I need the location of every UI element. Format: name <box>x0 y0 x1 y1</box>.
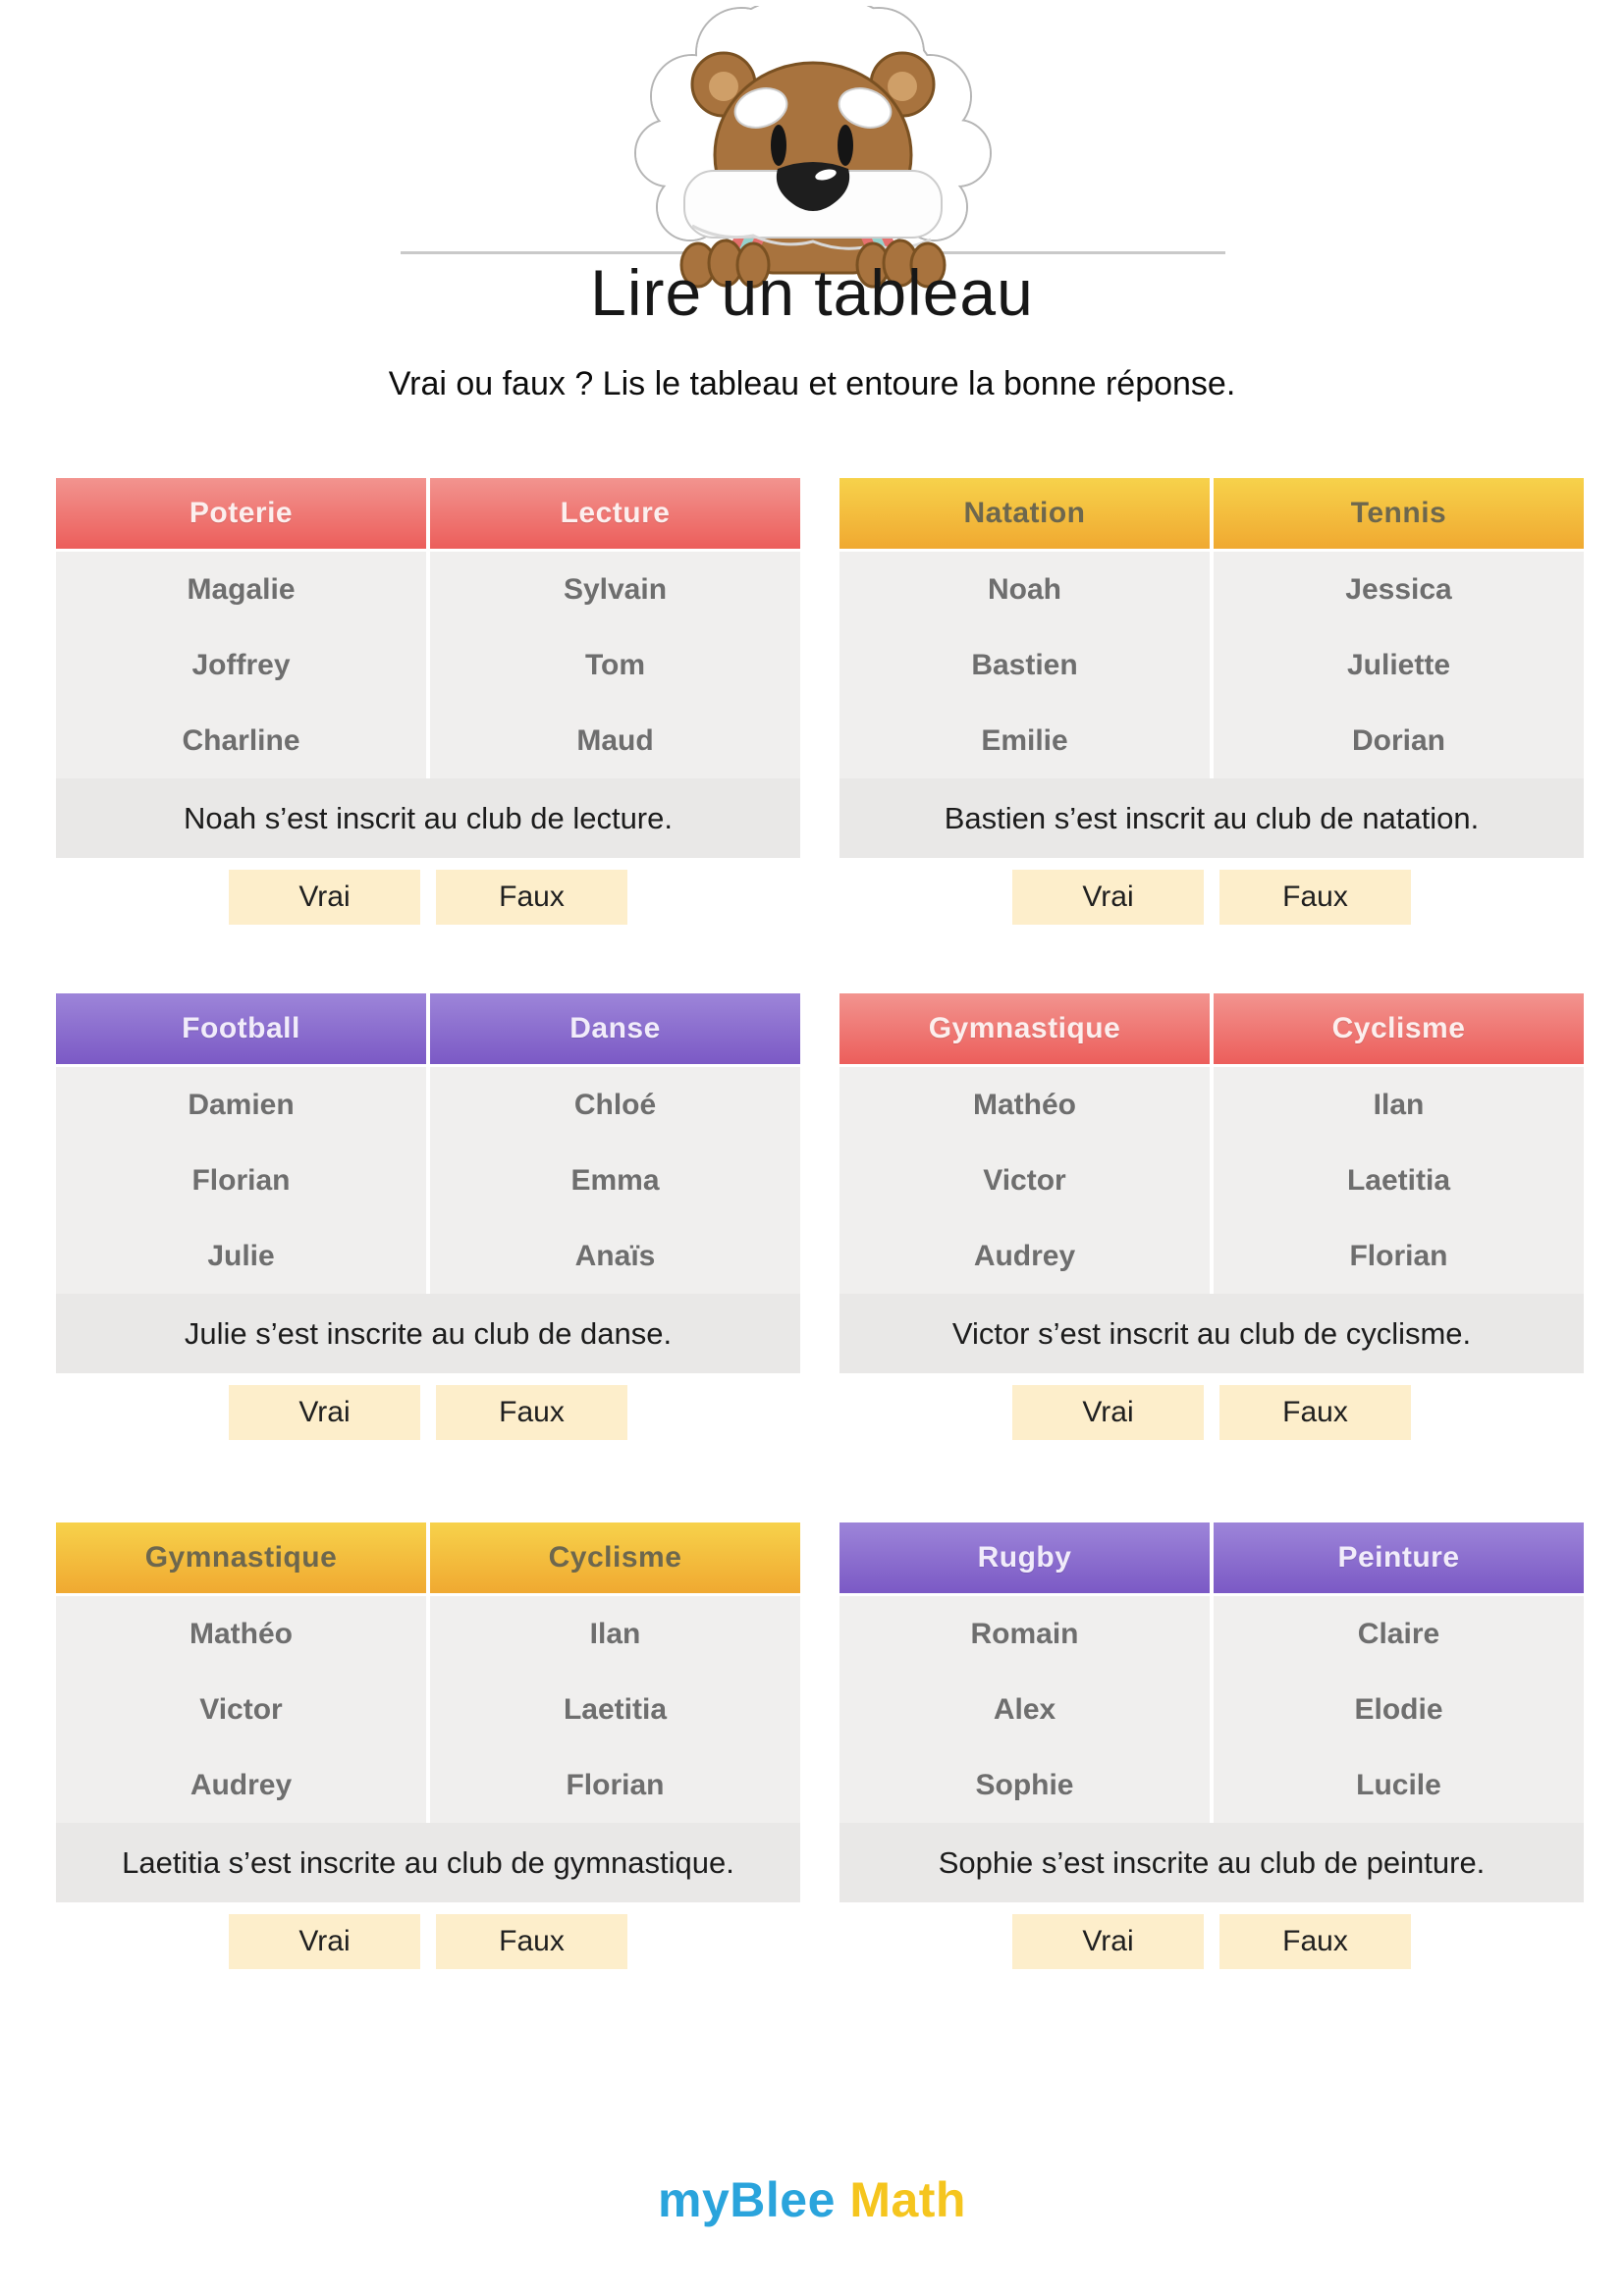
student-name: Mathéo <box>973 1088 1076 1121</box>
student-name: Chloé <box>573 1088 657 1121</box>
exercise-poterie-lecture <box>56 478 800 925</box>
student-name: Lucile <box>1356 1768 1441 1801</box>
student-name: Ilan <box>1373 1088 1425 1121</box>
student-name: Anaïs <box>574 1239 656 1272</box>
statement-text: Bastien s’est inscrit au club de natation. <box>839 778 1584 858</box>
table-body <box>839 1596 1584 1823</box>
lion-mascot-icon <box>633 6 992 291</box>
answer-buttons <box>56 1914 800 1969</box>
table-header <box>839 993 1584 1064</box>
statement-text: Sophie s’est inscrite au club de peinture. <box>839 1823 1584 1902</box>
table-header <box>56 478 800 549</box>
answer-buttons <box>56 1385 800 1440</box>
column-header: Tennis <box>1214 478 1584 549</box>
column-header: Poterie <box>56 478 426 549</box>
student-name: Tom <box>584 648 646 681</box>
student-name: Mathéo <box>189 1617 293 1650</box>
logo-math-text: Math <box>849 2172 966 2227</box>
faux-button[interactable]: Faux <box>1219 870 1411 925</box>
student-name: Alex <box>993 1692 1056 1726</box>
answer-buttons <box>56 870 800 925</box>
student-name: Laetitia <box>1346 1163 1451 1197</box>
column-header: Natation <box>839 478 1210 549</box>
answer-buttons <box>839 870 1584 925</box>
student-name: Emma <box>570 1163 660 1197</box>
student-name: Juliette <box>1346 648 1451 681</box>
vrai-button[interactable]: Vrai <box>1012 1385 1204 1440</box>
page-title: Lire un tableau <box>590 256 1034 329</box>
vrai-button[interactable]: Vrai <box>1012 1914 1204 1969</box>
student-name: Maud <box>576 723 654 757</box>
faux-button[interactable]: Faux <box>1219 1914 1411 1969</box>
page-instructions: Vrai ou faux ? Lis le tableau et entoure la bonne réponse. <box>388 365 1236 402</box>
student-name: Victor <box>983 1163 1066 1197</box>
vrai-button[interactable]: Vrai <box>229 870 420 925</box>
column-header: Cyclisme <box>430 1522 800 1593</box>
table-body <box>839 1067 1584 1294</box>
student-name: Audrey <box>973 1239 1076 1272</box>
statement-text: Julie s’est inscrite au club de danse. <box>56 1294 800 1373</box>
student-name: Laetitia <box>563 1692 668 1726</box>
vrai-button[interactable]: Vrai <box>1012 870 1204 925</box>
logo-myblee-text: myBlee <box>658 2172 836 2227</box>
vrai-button[interactable]: Vrai <box>229 1385 420 1440</box>
student-name: Ilan <box>589 1617 641 1650</box>
column-header: Cyclisme <box>1214 993 1584 1064</box>
student-name: Florian <box>1349 1239 1448 1272</box>
student-name: Joffrey <box>191 648 291 681</box>
exercise-football-danse <box>56 993 800 1440</box>
table-header <box>56 993 800 1064</box>
column-header: Danse <box>430 993 800 1064</box>
student-name: Noah <box>988 572 1061 606</box>
student-name: Sylvain <box>563 572 668 606</box>
table-header <box>839 1522 1584 1593</box>
column-header: Rugby <box>839 1522 1210 1593</box>
column-header: Gymnastique <box>56 1522 426 1593</box>
student-name: Bastien <box>971 648 1078 681</box>
faux-button[interactable]: Faux <box>436 870 627 925</box>
myblee-logo <box>0 2171 1624 2228</box>
column-header: Football <box>56 993 426 1064</box>
table-header <box>56 1522 800 1593</box>
student-name: Charline <box>182 723 300 757</box>
table-body <box>56 1596 800 1823</box>
answer-buttons <box>839 1914 1584 1969</box>
exercise-natation-tennis <box>839 478 1584 925</box>
statement-text: Noah s’est inscrit au club de lecture. <box>56 778 800 858</box>
answer-buttons <box>839 1385 1584 1440</box>
faux-button[interactable]: Faux <box>1219 1385 1411 1440</box>
student-name: Julie <box>207 1239 275 1272</box>
exercise-rugby-peinture <box>839 1522 1584 1969</box>
statement-text: Laetitia s’est inscrite au club de gymnastique. <box>56 1823 800 1902</box>
student-name: Audrey <box>189 1768 293 1801</box>
table-header <box>839 478 1584 549</box>
student-name: Florian <box>566 1768 665 1801</box>
column-header: Gymnastique <box>839 993 1210 1064</box>
exercise-gymnastique-cyclisme-yellow <box>56 1522 800 1969</box>
student-name: Florian <box>191 1163 291 1197</box>
student-name: Elodie <box>1354 1692 1443 1726</box>
student-name: Emilie <box>981 723 1068 757</box>
student-name: Sophie <box>975 1768 1074 1801</box>
statement-text: Victor s’est inscrit au club de cyclisme. <box>839 1294 1584 1373</box>
table-body <box>56 1067 800 1294</box>
column-header: Lecture <box>430 478 800 549</box>
faux-button[interactable]: Faux <box>436 1914 627 1969</box>
table-body <box>839 552 1584 778</box>
student-name: Magalie <box>187 572 296 606</box>
student-name: Jessica <box>1345 572 1452 606</box>
faux-button[interactable]: Faux <box>436 1385 627 1440</box>
exercise-gymnastique-cyclisme-red <box>839 993 1584 1440</box>
table-body <box>56 552 800 778</box>
student-name: Victor <box>199 1692 283 1726</box>
student-name: Claire <box>1357 1617 1440 1650</box>
student-name: Damien <box>188 1088 295 1121</box>
column-header: Peinture <box>1214 1522 1584 1593</box>
vrai-button[interactable]: Vrai <box>229 1914 420 1969</box>
student-name: Dorian <box>1351 723 1445 757</box>
student-name: Romain <box>970 1617 1079 1650</box>
